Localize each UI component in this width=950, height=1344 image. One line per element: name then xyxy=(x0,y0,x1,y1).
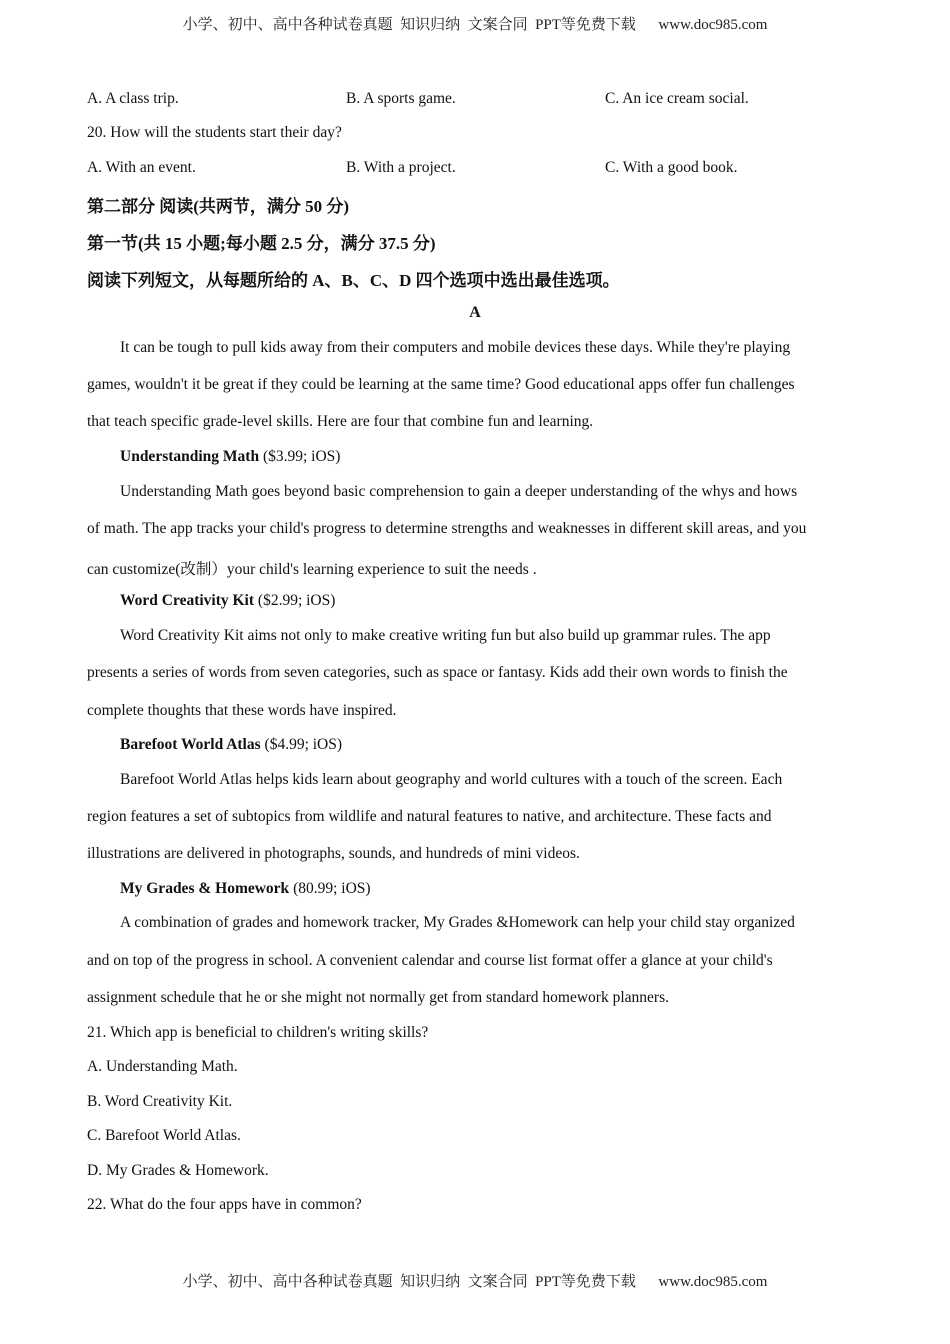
app-desc-line: illustrations are delivered in photographs, sounds, and hundreds of mini videos. xyxy=(87,845,580,862)
q21-option-a: A. Understanding Math. xyxy=(87,1058,238,1075)
app-desc-line: of math. The app tracks your child's progress to determine strengths and weaknesses in different skill areas, and you xyxy=(87,520,807,537)
app-name: My Grades & Homework xyxy=(120,880,290,897)
app-desc-line: region features a set of subtopics from wildlife and natural features to native, and architecture. These facts and xyxy=(87,808,772,825)
app-title-my-grades-homework xyxy=(120,880,371,898)
intro-line: that teach specific grade-level skills. Here are four that combine fun and learning. xyxy=(87,413,594,430)
app-desc-line: presents a series of words from seven categories, such as space or fantasy. Kids add their own words to finish the xyxy=(87,664,788,681)
app-price: (80.99; iOS) xyxy=(289,880,371,897)
app-desc-line: assignment schedule that he or she might not normally get from standard homework planners. xyxy=(87,989,669,1006)
app-desc-line: Barefoot World Atlas helps kids learn about geography and world cultures with a touch of the screen. Each xyxy=(120,771,783,788)
footer-text: 小学、初中、高中各种试卷真题 知识归纳 文案合同 PPT等免费下载 xyxy=(182,1274,636,1290)
intro-line: It can be tough to pull kids away from their computers and mobile devices these days. While they're playing xyxy=(120,339,791,356)
q20-option-a: A. With an event. xyxy=(87,159,196,176)
app-name: Understanding Math xyxy=(120,448,260,465)
app-desc-line: Word Creativity Kit aims not only to make creative writing fun but also build up grammar rules. The app xyxy=(120,627,771,644)
q21-option-c: C. Barefoot World Atlas. xyxy=(87,1127,241,1144)
section-instruction: 阅读下列短文，从每题所给的 A、B、C、D 四个选项中选出最佳选项。 xyxy=(87,271,620,290)
app-name: Word Creativity Kit xyxy=(120,592,255,609)
app-name: Barefoot World Atlas xyxy=(120,736,261,753)
header-site-link[interactable]: www.doc985.com xyxy=(658,17,768,33)
app-desc-line: complete thoughts that these words have inspired. xyxy=(87,702,397,719)
footer-site-link[interactable]: www.doc985.com xyxy=(658,1274,768,1290)
header-text: 小学、初中、高中各种试卷真题 知识归纳 文案合同 PPT等免费下载 xyxy=(182,17,636,33)
app-price: ($4.99; iOS) xyxy=(260,736,343,753)
app-price: ($2.99; iOS) xyxy=(254,592,336,609)
app-price: ($3.99; iOS) xyxy=(259,448,341,465)
passage-label: A xyxy=(469,304,481,321)
app-title-understanding-math xyxy=(120,448,340,466)
app-title-barefoot-world-atlas xyxy=(120,736,342,754)
page-header xyxy=(0,13,950,34)
q21-option-b: B. Word Creativity Kit. xyxy=(87,1093,233,1110)
app-desc-line: Understanding Math goes beyond basic comprehension to gain a deeper understanding of the whys and hows xyxy=(120,483,798,500)
q19-option-c: C. An ice cream social. xyxy=(605,90,749,107)
section-part2-heading: 第二部分 阅读(共两节，满分 50 分) xyxy=(87,197,350,216)
q22-question: 22. What do the four apps have in common? xyxy=(87,1196,362,1213)
app-desc-line: A combination of grades and homework tracker, My Grades &Homework can help your child stay organized xyxy=(120,914,795,931)
intro-line: games, wouldn't it be great if they could be learning at the same time? Good educational apps offer fun challenges xyxy=(87,376,795,393)
q20-question: 20. How will the students start their day? xyxy=(87,124,342,141)
q21-option-d: D. My Grades & Homework. xyxy=(87,1162,269,1179)
app-desc-line: and on top of the progress in school. A convenient calendar and course list format offer a glance at your child's xyxy=(87,952,773,969)
q20-option-c: C. With a good book. xyxy=(605,159,738,176)
q19-option-a: A. A class trip. xyxy=(87,90,179,107)
app-desc-line: can customize(改制）your child's learning experience to suit the needs . xyxy=(87,561,537,578)
q20-option-b: B. With a project. xyxy=(346,159,456,176)
q19-option-b: B. A sports game. xyxy=(346,90,456,107)
page-footer xyxy=(0,1270,950,1291)
q21-question: 21. Which app is beneficial to children's writing skills? xyxy=(87,1024,429,1041)
app-title-word-creativity-kit xyxy=(120,592,335,610)
section-part2-1-heading: 第一节(共 15 小题;每小题 2.5 分，满分 37.5 分) xyxy=(87,234,436,253)
